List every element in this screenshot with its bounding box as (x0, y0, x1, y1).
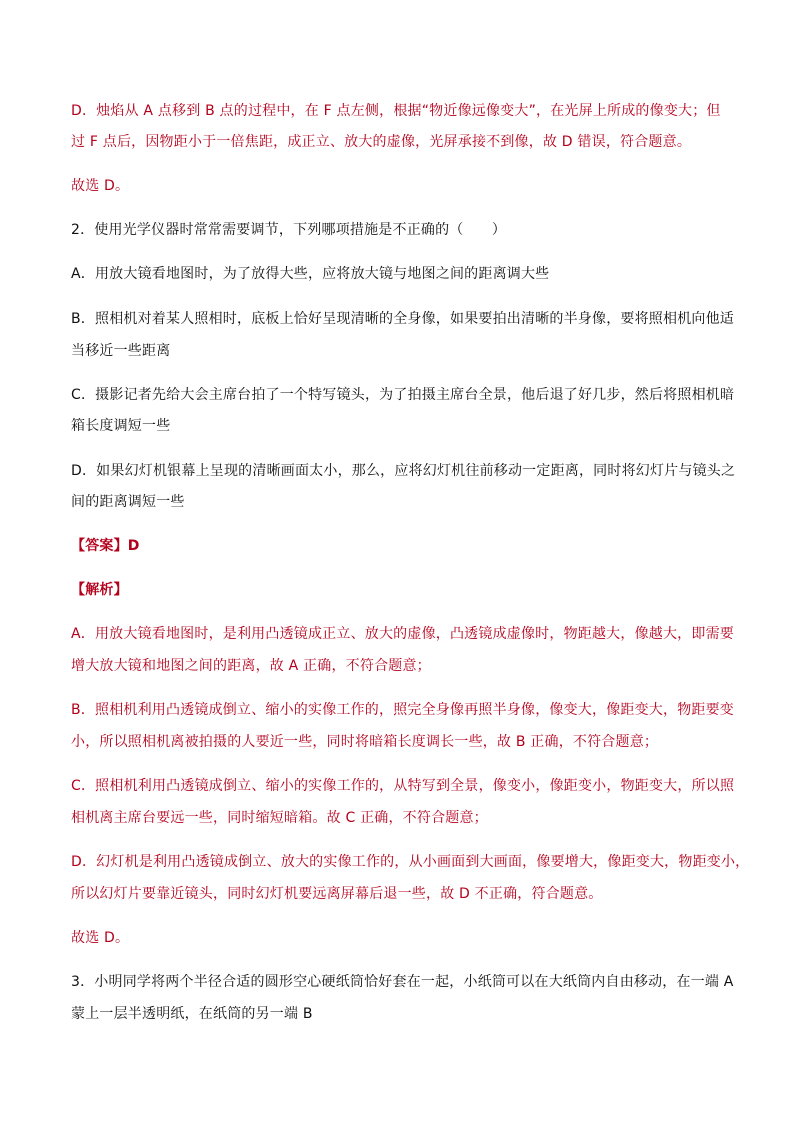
analysis-a-line2: 增大放大镜和地图之间的距离，故 A 正确，不符合题意； (71, 658, 431, 674)
question2-option-d-line2: 间的距离调短一些 (71, 494, 185, 510)
question2-stem: 2．使用光学仪器时常常需要调节，下列哪项措施是不正确的（ ） (71, 222, 507, 238)
question2-option-c-line1: C．摄影记者先给大会主席台拍了一个特写镜头，为了拍摄主席台全景，他后退了好几步，然后将照相机暗 (71, 387, 735, 403)
question2-option-a: A．用放大镜看地图时，为了放得大些，应将放大镜与地图之间的距离调大些 (71, 266, 550, 282)
analysis-a-line1: A．用放大镜看地图时，是利用凸透镜成正立、放大的虚像，凸透镜成虚像时，物距越大，像越大，即需要 (71, 626, 734, 642)
question2-option-b-line2: 当移近一些距离 (71, 343, 171, 359)
analysis-d-line1: D．幻灯机是利用凸透镜成倒立、放大的实像工作的，从小画面到大画面，像要增大，像距变大，物距变小， (71, 854, 750, 870)
prev-option-d-line2: 过 F 点后，因物距小于一倍焦距，成正立、放大的虚像，光屏承接不到像，故 D 错误，符合题意。 (71, 134, 692, 150)
analysis-b-line2: 小，所以照相机离被拍摄的人要近一些，同时将暗箱长度调长一些，故 B 正确，不符合题意； (71, 734, 659, 750)
prev-option-d-line1: D．烛焰从 A 点移到 B 点的过程中，在 F 点左侧，根据“物近像远像变大”，在光屏上所成的像变大；但 (71, 103, 721, 119)
analysis-choice: 故选 D。 (71, 930, 130, 946)
analysis-c-line1: C．照相机利用凸透镜成倒立、缩小的实像工作的，从特写到全景，像变小，像距变小，物距变大，所以照 (71, 778, 735, 794)
prev-choice: 故选 D。 (71, 178, 130, 194)
question2-option-b-line1: B．照相机对着某人照相时，底板上恰好呈现清晰的全身像，如果要拍出清晰的半身像，要将照相机向他适 (71, 311, 735, 327)
answer-label: 【答案】D (71, 538, 140, 554)
analysis-b-line1: B．照相机利用凸透镜成倒立、缩小的实像工作的，照完全身像再照半身像，像变大，像距变大，物距要变 (71, 702, 735, 718)
analysis-c-line2: 相机离主席台要远一些，同时缩短暗箱。故 C 正确，不符合题意； (71, 810, 488, 826)
question3-stem-line2: 蒙上一层半透明纸，在纸筒的另一端 B (71, 1006, 313, 1022)
analysis-d-line2: 所以幻灯片要靠近镜头，同时幻灯机要远离屏幕后退一些，故 D 不正确，符合题意。 (71, 886, 603, 902)
question2-option-c-line2: 箱长度调短一些 (71, 418, 171, 434)
question3-stem-line1: 3．小明同学将两个半径合适的圆形空心硬纸筒恰好套在一起，小纸筒可以在大纸筒内自由移动，在一端 A (71, 974, 734, 990)
question2-option-d-line1: D．如果幻灯机银幕上呈现的清晰画面太小，那么，应将幻灯机往前移动一定距离，同时将幻灯片与镜头之 (71, 463, 736, 479)
analysis-heading: 【解析】 (71, 582, 128, 598)
